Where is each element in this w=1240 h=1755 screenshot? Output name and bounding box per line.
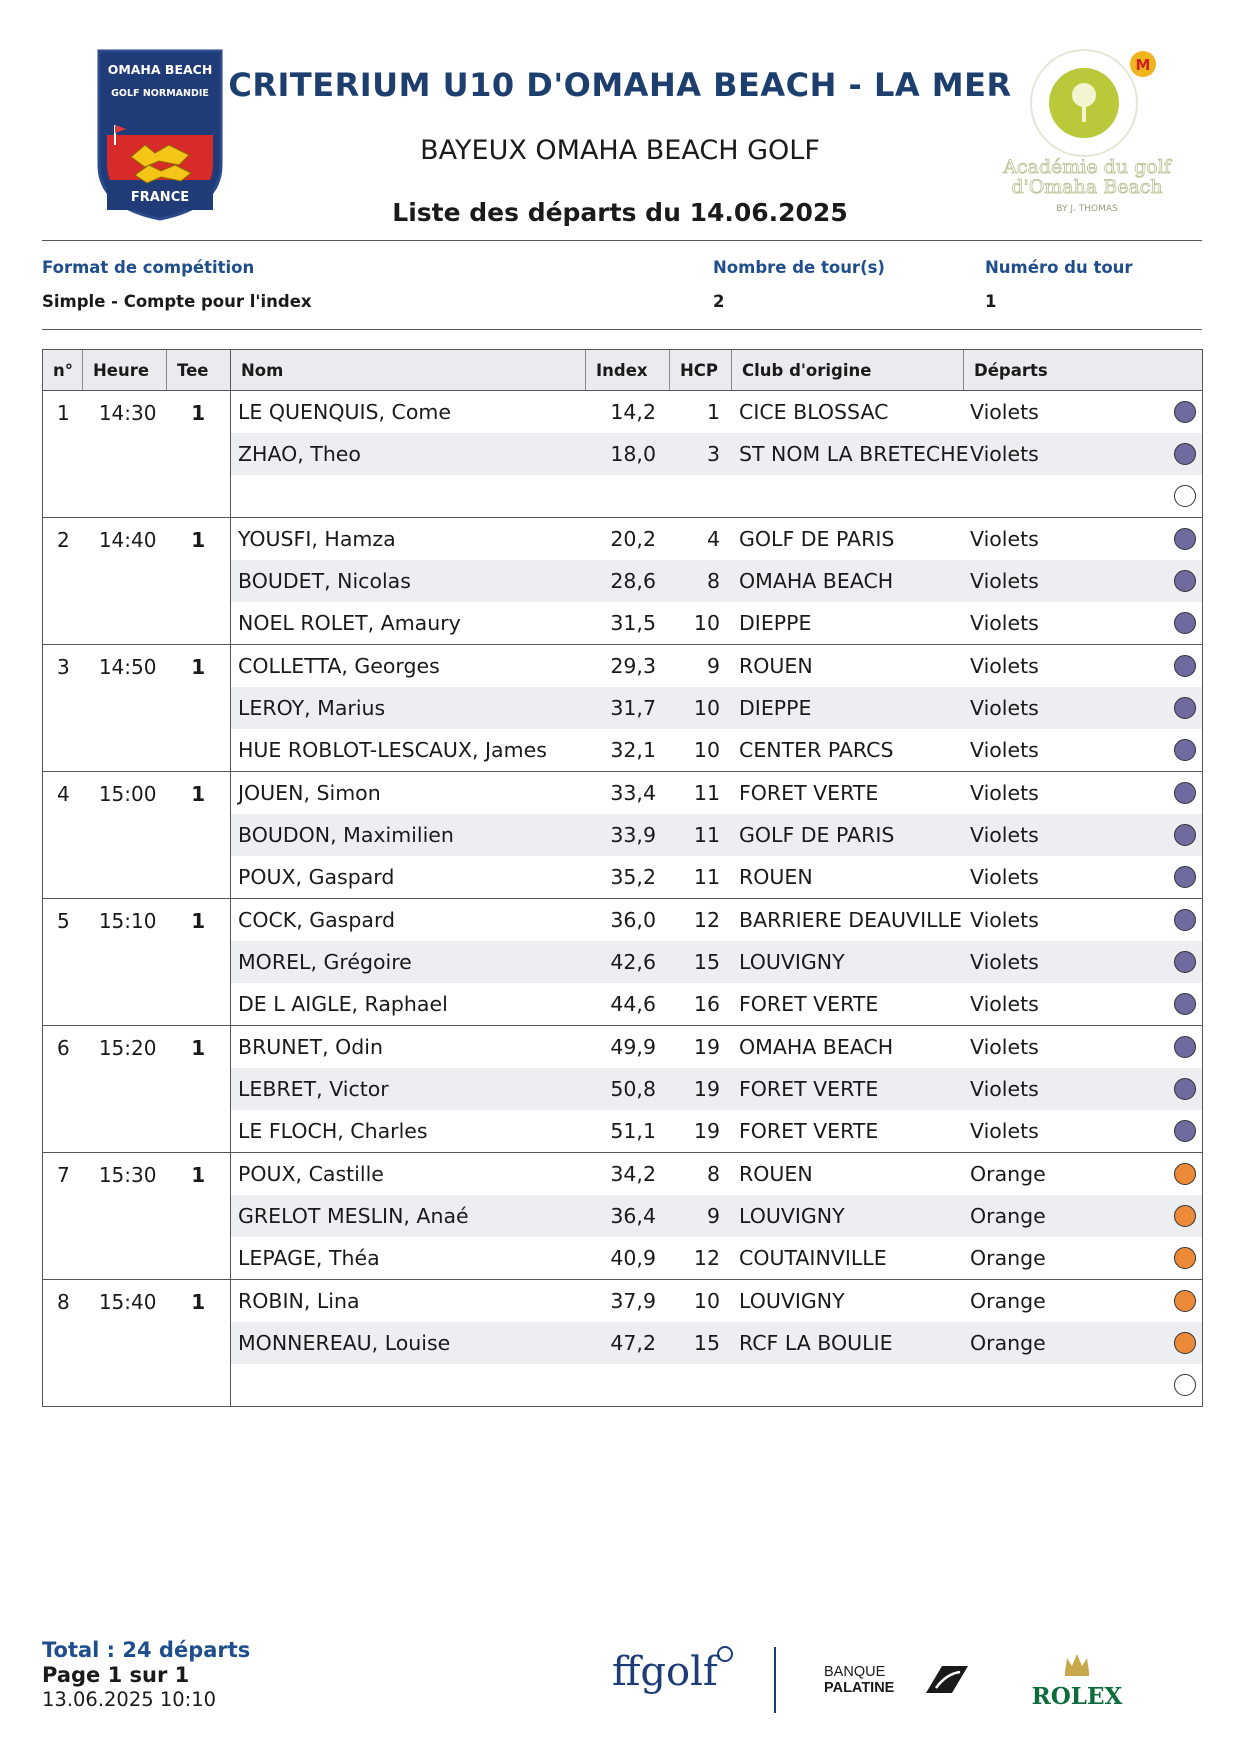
player-name: YOUSFI, Hamza	[238, 527, 396, 551]
player-index: 36,0	[610, 908, 656, 932]
group-tee: 1	[191, 909, 206, 933]
player-club: DIEPPE	[739, 611, 812, 635]
tee-time-group	[43, 1026, 1202, 1153]
player-index: 49,9	[610, 1035, 656, 1059]
player-index: 28,6	[610, 569, 656, 593]
col-header-tee: Tee	[167, 350, 231, 390]
banque-palatine-logo	[824, 1660, 974, 1700]
player-name: COCK, Gaspard	[238, 908, 396, 932]
tee-marker-icon	[1174, 528, 1196, 550]
svg-text:OMAHA BEACH: OMAHA BEACH	[107, 62, 213, 77]
start-list-date: Liste des départs du 14.06.2025	[392, 198, 848, 227]
player-index: 35,2	[610, 865, 656, 889]
table-row	[231, 1153, 1202, 1195]
player-club: GOLF DE PARIS	[739, 527, 895, 551]
format-value: Simple - Compte pour l'index	[42, 292, 312, 311]
tee-marker-cell	[1104, 443, 1202, 465]
tee-marker-cell	[1104, 909, 1202, 931]
table-row	[231, 941, 1202, 983]
player-hcp: 15	[693, 1331, 720, 1355]
group-tee: 1	[191, 782, 206, 806]
player-club: LOUVIGNY	[739, 1289, 845, 1313]
round-number-label: Numéro du tour	[985, 258, 1133, 277]
tee-marker-cell	[1104, 951, 1202, 973]
player-tee-color: Violets	[970, 442, 1039, 466]
table-row	[231, 1237, 1202, 1279]
player-name: LEPAGE, Théa	[238, 1246, 380, 1270]
rounds-value: 2	[713, 292, 725, 311]
player-hcp: 1	[706, 400, 720, 424]
tee-marker-icon	[1174, 739, 1196, 761]
tee-marker-cell	[1104, 1205, 1202, 1227]
player-name: GRELOT MESLIN, Anaé	[238, 1204, 469, 1228]
svg-text:d'Omaha Beach: d'Omaha Beach	[1011, 176, 1163, 198]
tee-marker-icon	[1174, 655, 1196, 677]
player-name: MOREL, Grégoire	[238, 950, 412, 974]
table-body	[43, 391, 1202, 1406]
player-tee-color: Orange	[970, 1204, 1046, 1228]
svg-text:BY J. THOMAS: BY J. THOMAS	[1056, 204, 1118, 214]
player-index: 34,2	[610, 1162, 656, 1186]
group-tee: 1	[191, 655, 206, 679]
tee-marker-cell	[1104, 1374, 1202, 1396]
player-hcp: 11	[693, 823, 720, 847]
competition-title: CRITERIUM U10 D'OMAHA BEACH - LA MER	[228, 66, 1012, 104]
player-club: ST NOM LA BRETECHE	[739, 442, 969, 466]
group-info	[43, 1280, 231, 1406]
tee-marker-icon	[1174, 1332, 1196, 1354]
table-row	[231, 602, 1202, 644]
col-header-club: Club d'origine	[732, 350, 964, 390]
player-hcp: 12	[693, 1246, 720, 1270]
tee-time-group	[43, 772, 1202, 899]
player-name: BRUNET, Odin	[238, 1035, 383, 1059]
group-tee: 1	[191, 1036, 206, 1060]
player-club: RCF LA BOULIE	[739, 1331, 893, 1355]
col-header-hcp: HCP	[670, 350, 732, 390]
player-tee-color: Violets	[970, 527, 1039, 551]
table-row	[231, 856, 1202, 898]
player-club: OMAHA BEACH	[739, 569, 894, 593]
player-name: COLLETTA, Georges	[238, 654, 440, 678]
player-club: LOUVIGNY	[739, 1204, 845, 1228]
tee-marker-icon	[1174, 570, 1196, 592]
player-index: 44,6	[610, 992, 656, 1016]
player-name: HUE ROBLOT-LESCAUX, James	[238, 738, 547, 762]
table-row	[231, 1364, 1202, 1406]
player-hcp: 10	[693, 1289, 720, 1313]
tee-marker-cell	[1104, 401, 1202, 423]
group-info	[43, 391, 231, 517]
svg-text:ffgolf: ffgolf	[612, 1649, 718, 1695]
group-number: 5	[57, 909, 70, 933]
tee-marker-icon	[1174, 1205, 1196, 1227]
player-club: OMAHA BEACH	[739, 1035, 894, 1059]
col-header-number: n°	[43, 350, 83, 390]
player-index: 51,1	[610, 1119, 656, 1143]
player-tee-color: Violets	[970, 992, 1039, 1016]
tee-marker-icon	[1174, 401, 1196, 423]
player-tee-color: Violets	[970, 908, 1039, 932]
ffgolf-logo	[612, 1640, 742, 1700]
tee-marker-icon	[1174, 1120, 1196, 1142]
player-index: 29,3	[610, 654, 656, 678]
page-number: Page 1 sur 1	[42, 1663, 190, 1687]
player-tee-color: Violets	[970, 1077, 1039, 1101]
player-hcp: 16	[693, 992, 720, 1016]
tee-marker-cell	[1104, 993, 1202, 1015]
player-club: FORET VERTE	[739, 1077, 879, 1101]
table-row	[231, 983, 1202, 1025]
table-row	[231, 518, 1202, 560]
player-index: 36,4	[610, 1204, 656, 1228]
tee-marker-cell	[1104, 1247, 1202, 1269]
player-club: GOLF DE PARIS	[739, 823, 895, 847]
player-club: COUTAINVILLE	[739, 1246, 887, 1270]
player-tee-color: Violets	[970, 865, 1039, 889]
player-name: ROBIN, Lina	[238, 1289, 360, 1313]
player-tee-color: Violets	[970, 1119, 1039, 1143]
svg-text:M: M	[1135, 56, 1151, 74]
tee-marker-icon	[1174, 951, 1196, 973]
player-index: 31,7	[610, 696, 656, 720]
group-time: 15:10	[98, 909, 157, 933]
group-time: 15:00	[98, 782, 157, 806]
tee-marker-cell	[1104, 782, 1202, 804]
tee-time-group	[43, 899, 1202, 1026]
svg-text:FRANCE: FRANCE	[130, 190, 190, 205]
col-header-index: Index	[586, 350, 670, 390]
group-time: 14:40	[98, 528, 157, 552]
player-name: LE QUENQUIS, Come	[238, 400, 451, 424]
tee-marker-cell	[1104, 697, 1202, 719]
player-hcp: 8	[706, 1162, 720, 1186]
player-name: LEROY, Marius	[238, 696, 386, 720]
table-row	[231, 814, 1202, 856]
table-row	[231, 475, 1202, 517]
table-row	[231, 772, 1202, 814]
group-number: 7	[57, 1163, 70, 1187]
table-row	[231, 899, 1202, 941]
player-club: CICE BLOSSAC	[739, 400, 889, 424]
group-time: 15:40	[98, 1290, 157, 1314]
table-row	[231, 1026, 1202, 1068]
player-index: 18,0	[610, 442, 656, 466]
tee-marker-cell	[1104, 1078, 1202, 1100]
tee-marker-icon	[1174, 1247, 1196, 1269]
info-divider	[42, 329, 1202, 330]
tee-marker-icon	[1174, 782, 1196, 804]
format-label: Format de compétition	[42, 258, 255, 277]
tee-marker-icon	[1174, 866, 1196, 888]
svg-text:Académie du golf: Académie du golf	[1003, 156, 1171, 178]
player-name: MONNEREAU, Louise	[238, 1331, 451, 1355]
tee-marker-cell	[1104, 655, 1202, 677]
player-hcp: 19	[693, 1035, 720, 1059]
table-row	[231, 729, 1202, 771]
player-tee-color: Violets	[970, 611, 1039, 635]
player-tee-color: Orange	[970, 1331, 1046, 1355]
player-name: JOUEN, Simon	[238, 781, 381, 805]
group-info	[43, 518, 231, 644]
player-index: 37,9	[610, 1289, 656, 1313]
table-row	[231, 1280, 1202, 1322]
tee-time-group	[43, 518, 1202, 645]
group-time: 15:30	[98, 1163, 157, 1187]
player-hcp: 3	[706, 442, 720, 466]
tee-marker-icon	[1174, 612, 1196, 634]
player-hcp: 11	[693, 781, 720, 805]
group-tee: 1	[191, 1163, 206, 1187]
tee-marker-cell	[1104, 739, 1202, 761]
group-number: 3	[57, 655, 70, 679]
player-index: 32,1	[610, 738, 656, 762]
group-number: 8	[57, 1290, 70, 1314]
svg-text:GOLF NORMANDIE: GOLF NORMANDIE	[111, 88, 209, 99]
player-club: CENTER PARCS	[739, 738, 894, 762]
print-timestamp: 13.06.2025 10:10	[42, 1688, 217, 1711]
player-name: BOUDET, Nicolas	[238, 569, 411, 593]
player-tee-color: Violets	[970, 950, 1039, 974]
tee-marker-cell	[1104, 866, 1202, 888]
table-row	[231, 1068, 1202, 1110]
group-tee: 1	[191, 1290, 206, 1314]
player-club: FORET VERTE	[739, 992, 879, 1016]
player-tee-color: Violets	[970, 569, 1039, 593]
player-club: FORET VERTE	[739, 781, 879, 805]
footer-logo-divider	[774, 1647, 776, 1713]
group-info	[43, 645, 231, 771]
player-club: LOUVIGNY	[739, 950, 845, 974]
tee-marker-cell	[1104, 570, 1202, 592]
rounds-label: Nombre de tour(s)	[713, 258, 885, 277]
player-tee-color: Violets	[970, 400, 1039, 424]
player-index: 33,9	[610, 823, 656, 847]
tee-marker-icon	[1174, 824, 1196, 846]
player-hcp: 4	[706, 527, 720, 551]
group-time: 14:50	[98, 655, 157, 679]
group-number: 6	[57, 1036, 70, 1060]
group-number: 4	[57, 782, 70, 806]
tee-marker-icon	[1174, 697, 1196, 719]
tee-marker-icon	[1174, 1078, 1196, 1100]
player-name: LEBRET, Victor	[238, 1077, 389, 1101]
group-info	[43, 772, 231, 898]
player-hcp: 8	[706, 569, 720, 593]
group-tee: 1	[191, 528, 206, 552]
svg-text:BANQUE: BANQUE	[824, 1664, 886, 1680]
player-index: 40,9	[610, 1246, 656, 1270]
player-name: POUX, Castille	[238, 1162, 384, 1186]
player-hcp: 19	[693, 1119, 720, 1143]
player-hcp: 9	[706, 654, 720, 678]
group-number: 1	[57, 401, 70, 425]
header-divider	[42, 240, 1202, 241]
player-hcp: 12	[693, 908, 720, 932]
player-tee-color: Violets	[970, 654, 1039, 678]
group-info	[43, 1153, 231, 1279]
player-club: BARRIERE DEAUVILLE	[739, 908, 962, 932]
player-index: 20,2	[610, 527, 656, 551]
player-name: POUX, Gaspard	[238, 865, 395, 889]
player-tee-color: Violets	[970, 781, 1039, 805]
tee-marker-cell	[1104, 485, 1202, 507]
table-row	[231, 433, 1202, 475]
group-number: 2	[57, 528, 70, 552]
player-name: ZHAO, Theo	[238, 442, 361, 466]
tee-time-group	[43, 1280, 1202, 1406]
player-tee-color: Orange	[970, 1162, 1046, 1186]
player-club: ROUEN	[739, 1162, 813, 1186]
player-club: ROUEN	[739, 654, 813, 678]
tee-marker-cell	[1104, 1120, 1202, 1142]
tee-time-group	[43, 645, 1202, 772]
tee-marker-cell	[1104, 1036, 1202, 1058]
player-tee-color: Violets	[970, 696, 1039, 720]
table-row	[231, 391, 1202, 433]
col-header-time: Heure	[83, 350, 167, 390]
tee-marker-icon	[1174, 909, 1196, 931]
tee-marker-icon	[1174, 993, 1196, 1015]
tee-marker-cell	[1104, 612, 1202, 634]
tee-marker-cell	[1104, 528, 1202, 550]
group-info	[43, 899, 231, 1025]
tee-marker-icon	[1174, 1036, 1196, 1058]
group-tee: 1	[191, 401, 206, 425]
player-index: 47,2	[610, 1331, 656, 1355]
player-index: 50,8	[610, 1077, 656, 1101]
player-hcp: 15	[693, 950, 720, 974]
table-row	[231, 687, 1202, 729]
start-list-table	[42, 349, 1203, 1407]
tee-marker-icon	[1174, 1163, 1196, 1185]
player-name: NOEL ROLET, Amaury	[238, 611, 461, 635]
table-row	[231, 1110, 1202, 1152]
player-tee-color: Violets	[970, 823, 1039, 847]
player-name: LE FLOCH, Charles	[238, 1119, 428, 1143]
col-header-name: Nom	[231, 350, 586, 390]
table-row	[231, 560, 1202, 602]
player-tee-color: Violets	[970, 1035, 1039, 1059]
group-info	[43, 1026, 231, 1152]
group-time: 14:30	[98, 401, 157, 425]
table-row	[231, 1322, 1202, 1364]
tee-time-group	[43, 391, 1202, 518]
player-hcp: 10	[693, 738, 720, 762]
player-hcp: 10	[693, 611, 720, 635]
tee-marker-icon	[1174, 1374, 1196, 1396]
player-index: 14,2	[610, 400, 656, 424]
player-club: DIEPPE	[739, 696, 812, 720]
table-row	[231, 645, 1202, 687]
tee-marker-icon	[1174, 485, 1196, 507]
table-header	[43, 350, 1202, 391]
svg-text:PALATINE: PALATINE	[824, 1680, 895, 1696]
tee-marker-icon	[1174, 443, 1196, 465]
total-starts: Total : 24 départs	[42, 1638, 251, 1662]
player-club: FORET VERTE	[739, 1119, 879, 1143]
player-tee-color: Orange	[970, 1289, 1046, 1313]
player-hcp: 11	[693, 865, 720, 889]
svg-text:ROLEX: ROLEX	[1031, 1683, 1123, 1710]
player-index: 33,4	[610, 781, 656, 805]
player-hcp: 10	[693, 696, 720, 720]
tee-marker-cell	[1104, 1163, 1202, 1185]
player-name: DE L AIGLE, Raphael	[238, 992, 448, 1016]
table-row	[231, 1195, 1202, 1237]
tee-marker-icon	[1174, 1290, 1196, 1312]
rolex-logo	[1027, 1650, 1127, 1712]
venue-title: BAYEUX OMAHA BEACH GOLF	[420, 135, 820, 166]
player-hcp: 9	[706, 1204, 720, 1228]
player-tee-color: Violets	[970, 738, 1039, 762]
round-number-value: 1	[985, 292, 997, 311]
tee-time-group	[43, 1153, 1202, 1280]
player-hcp: 19	[693, 1077, 720, 1101]
player-index: 31,5	[610, 611, 656, 635]
player-club: ROUEN	[739, 865, 813, 889]
player-name: BOUDON, Maximilien	[238, 823, 454, 847]
col-header-tees: Départs	[974, 360, 1048, 380]
player-tee-color: Orange	[970, 1246, 1046, 1270]
tee-marker-cell	[1104, 1332, 1202, 1354]
tee-marker-cell	[1104, 1290, 1202, 1312]
group-time: 15:20	[98, 1036, 157, 1060]
tee-marker-cell	[1104, 824, 1202, 846]
player-index: 42,6	[610, 950, 656, 974]
